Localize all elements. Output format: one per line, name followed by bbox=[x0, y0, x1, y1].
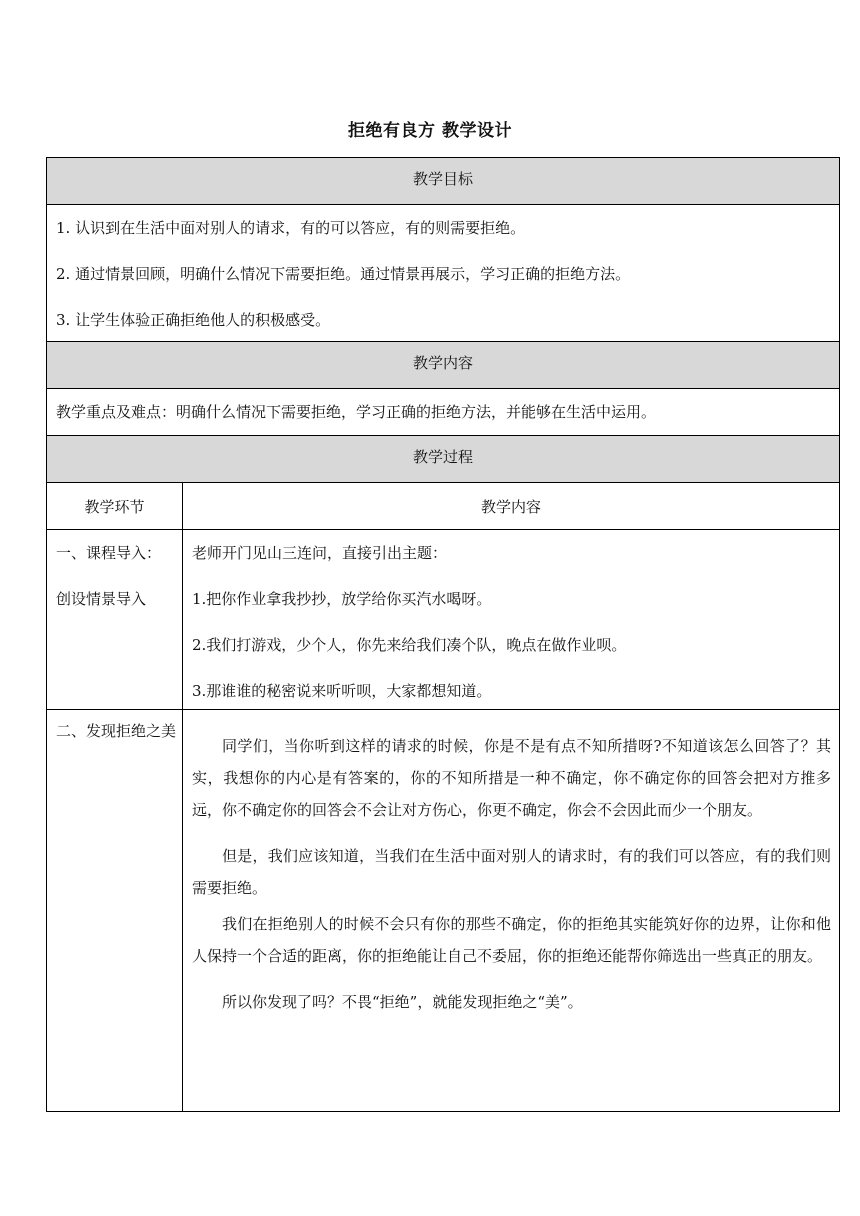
stage1-content-cell bbox=[183, 530, 840, 710]
stage1-label-cell bbox=[47, 530, 183, 710]
stage2-label-cell bbox=[47, 710, 183, 1112]
objectives-cell bbox=[47, 205, 840, 342]
process-header bbox=[47, 436, 840, 483]
lesson-plan-table bbox=[46, 157, 840, 1112]
objective-item: 1. 认识到在生活中面对别人的请求，有的可以答应，有的则需要拒绝。 bbox=[56, 219, 526, 237]
column-header-content: 教学内容 bbox=[183, 483, 840, 530]
stage1-line: 3.那谁谁的秘密说来听听呗，大家都想知道。 bbox=[192, 682, 492, 700]
objective-item: 2. 通过情景回顾，明确什么情况下需要拒绝。通过情景再展示，学习正确的拒绝方法。 bbox=[56, 265, 631, 283]
stage1-line: 1.把你作业拿我抄抄，放学给你买汽水喝呀。 bbox=[192, 590, 492, 608]
stage2-paragraph: 但是，我们应该知道，当我们在生活中面对别人的请求时，有的我们可以答应，有的我们则需要拒绝。 bbox=[192, 847, 832, 897]
content-header-label: 教学内容 bbox=[413, 353, 474, 372]
stage2-paragraph: 同学们，当你听到这样的请求的时候，你是不是有点不知所措呀?不知道该怎么回答了？其实，我想你的内心是有答案的，你的不知所措是一种不确定，你不确定你的回答会把对方推多远，你不确定你的回答会不会让对方伤心，你更不确定，你会不会因此而少一个朋友。 bbox=[192, 737, 832, 819]
content-header bbox=[47, 342, 840, 389]
process-header-label: 教学过程 bbox=[413, 447, 474, 466]
objectives-header bbox=[47, 158, 840, 205]
stage1-line: 2.我们打游戏，少个人，你先来给我们凑个队，晚点在做作业呗。 bbox=[192, 636, 627, 654]
stage2-paragraph: 所以你发现了吗？不畏“拒绝”，就能发现拒绝之“美”。 bbox=[222, 993, 583, 1011]
stage2-content-cell bbox=[183, 710, 840, 1112]
key-points-text: 教学重点及难点：明确什么情况下需要拒绝，学习正确的拒绝方法，并能够在生活中运用。 bbox=[47, 389, 840, 436]
column-header-stage: 教学环节 bbox=[47, 483, 183, 530]
objective-item: 3. 让学生体验正确拒绝他人的积极感受。 bbox=[56, 311, 331, 329]
stage2-paragraph: 我们在拒绝别人的时候不会只有你的那些不确定，你的拒绝其实能筑好你的边界，让你和他人保持一个合适的距离，你的拒绝能让自己不委屈，你的拒绝还能帮你筛选出一些真正的朋友。 bbox=[192, 915, 832, 965]
stage1-line: 老师开门见山三连问，直接引出主题： bbox=[192, 544, 448, 562]
stage1-label: 一、课程导入： bbox=[56, 544, 162, 562]
stage1-sublabel: 创设情景导入 bbox=[56, 590, 147, 608]
objectives-header-label: 教学目标 bbox=[413, 169, 474, 188]
document-title: 拒绝有良方 教学设计 bbox=[348, 121, 512, 141]
stage2-label: 二、发现拒绝之美 bbox=[56, 722, 177, 740]
